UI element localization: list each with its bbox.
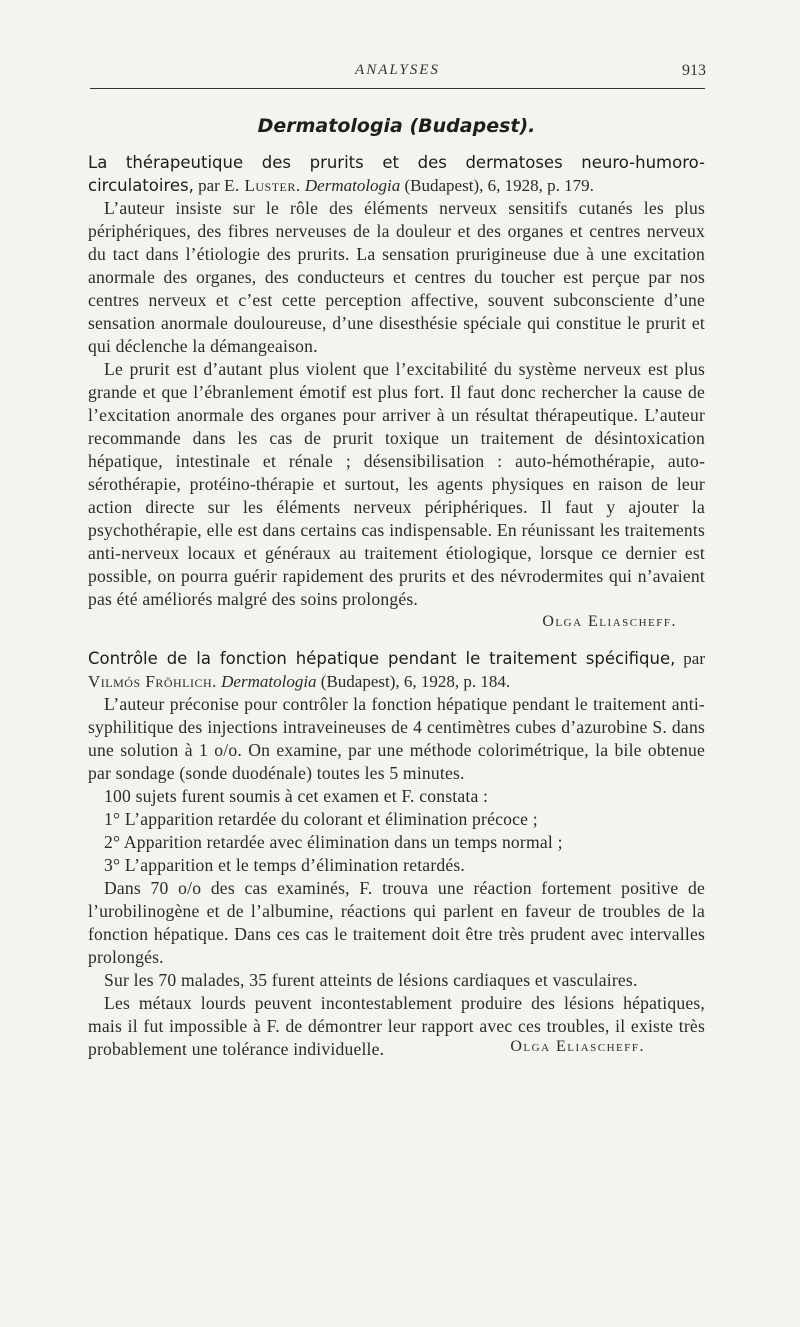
article-heading [88,151,705,197]
article-by: par [683,649,706,668]
article-pruritus [88,151,705,631]
article-body [88,197,705,611]
list-item: 3° L’apparition et le temps d’élimination retardés. [104,855,466,875]
article-author: E. Luster. [224,176,301,195]
paragraph: Les métaux lourds peuvent incontestablement produire des lésions hépatiques, mais il fut impossible à F. de démontrer leur rapport avec ces troubles, il existe très probablement une tolérance individuelle. [88,993,705,1059]
article-citation: (Budapest), 6, 1928, p. 179. [404,176,594,195]
article-citation: (Budapest), 6, 1928, p. 184. [320,672,511,691]
page-number: 913 [682,62,706,79]
paragraph: Le prurit est d’autant plus violent que l’excitabilité du système nerveux est plus grande et que l’ébranlement émotif est plus fort. Il faut donc rechercher la cause de l’excitation anormale des organes pour arriver à un résultat thérapeutique. L’auteur recommande dans les cas de prurit toxique un traitement de désintoxication hépatique, intestinale et rénale ; désensibilisation : auto-hémothérapie, auto-sérothérapie, protéino-thérapie et surtout, les agents physiques en raison de leur action directe sur les éléments nerveux périphériques. Il faut y ajouter la psychothérapie, elle est dans certains cas indispensable. En réunissant les traitements anti-nerveux locaux et généraux au traitement étiologique, lorsque ce dernier est possible, on pourra guérir rapidement des prurits et des névrodermites qui n’avaient pas été améliorés malgré des soins prolongés. [88,359,705,609]
section-title: Dermatologia (Budapest). [257,115,536,137]
article-by: par [198,176,220,195]
article-body [88,693,705,1061]
article-heading [88,647,705,693]
article-liver-function [88,647,706,1059]
paragraph: L’auteur préconise pour contrôler la fonction hépatique pendant le traitement anti-syphilitique des injections intraveineuses de 4 centimètres cubes d’azurobine S. dans une solution à 1 o/o. On examine, par une méthode colorimétrique, la bile obtenue par sondage (sonde duodénale) toutes les 5 minutes. [88,694,705,783]
running-title: ANALYSES [355,62,440,78]
paragraph: Dans 70 o/o des cas examinés, F. trouva une réaction fortement positive de l’urobilinogène et de l’albumine, réactions qui parlent en faveur de troubles de la fonction hépatique. Dans ces cas le traitement doit être très prudent avec intervalles prolongés. [88,878,705,967]
paragraph: Sur les 70 malades, 35 furent atteints de lésions cardiaques et vasculaires. [104,970,638,990]
list-item: 1° L’apparition retardée du colorant et élimination précoce ; [104,809,538,829]
running-header [90,62,705,89]
article-signature: Olga Eliascheff. [510,1038,645,1055]
article-title: La thérapeutique des prurits et des dermatoses neuro-humoro-circulatoires, [88,153,705,195]
paragraph: 100 sujets furent soumis à cet examen et F. constata : [104,786,489,806]
article-journal: Dermatologia [304,176,401,195]
article-signature: Olga Eliascheff. [542,613,677,630]
article-title: Contrôle de la fonction hépatique pendant le traitement spécifique, [88,649,676,668]
article-journal: Dermatologia [221,672,317,691]
article-author: Vilmós Fröhlich. [88,672,217,691]
list-item: 2° Apparition retardée avec élimination dans un temps normal ; [104,832,563,852]
paragraph: L’auteur insiste sur le rôle des éléments nerveux sensitifs cutanés les plus périphériques, des fibres nerveuses de la douleur et des organes et centres nerveux du tact dans l’étiologie des prurits. La sensation prurigineuse due à une excitation anormale des organes, des conducteurs et centres du toucher est perçue par nos centres nerveux et c’est cette perception affective, souvent subconsciente d’une sensation anormale douloureuse, d’une disesthésie spéciale qui constitue le prurit et qui déclenche la démangeaison. [88,198,705,356]
